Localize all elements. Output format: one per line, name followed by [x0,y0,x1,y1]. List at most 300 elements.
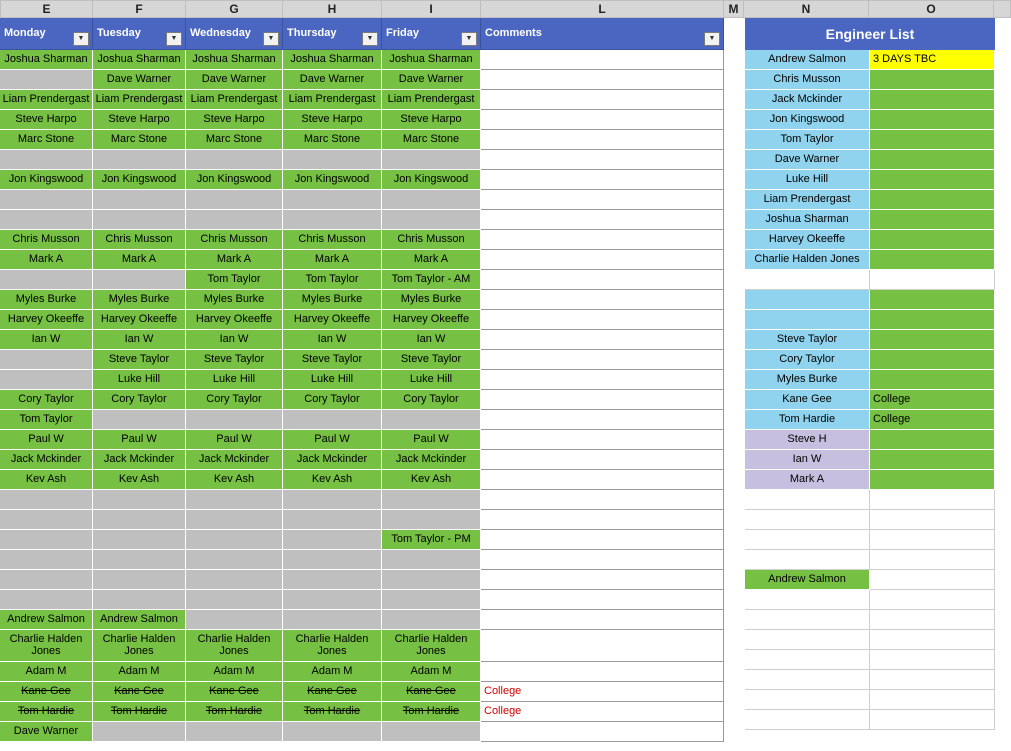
cell-r22-c1[interactable] [93,490,186,510]
cell-r12-c2[interactable]: Myles Burke [186,290,283,310]
engineer-name-19[interactable]: Steve H [745,430,870,450]
cell-r1-c4[interactable]: Dave Warner [382,70,481,90]
filter-dropdown-thursday-icon[interactable]: ▼ [362,32,378,46]
cell-r17-c0[interactable]: Cory Taylor [0,390,93,410]
cell-r2-c5[interactable] [481,90,724,110]
cell-r30-c5[interactable] [481,662,724,682]
cell-r25-c0[interactable] [0,550,93,570]
engineer-name-29[interactable] [745,630,870,650]
table-row[interactable] [0,530,724,550]
cell-r29-c1[interactable]: Charlie Halden Jones [93,630,186,662]
table-row[interactable] [0,350,724,370]
column-header-n[interactable]: N [744,0,869,18]
engineer-name-6[interactable]: Luke Hill [745,170,870,190]
engineer-row[interactable] [745,650,995,670]
table-row[interactable] [0,130,724,150]
cell-r24-c1[interactable] [93,530,186,550]
cell-r13-c3[interactable]: Harvey Okeeffe [283,310,382,330]
cell-r9-c1[interactable]: Chris Musson [93,230,186,250]
engineer-note-29[interactable] [870,630,995,650]
engineer-name-26[interactable]: Andrew Salmon [745,570,870,590]
engineer-note-24[interactable] [870,530,995,550]
cell-r22-c0[interactable] [0,490,93,510]
table-row[interactable] [0,450,724,470]
cell-r11-c0[interactable] [0,270,93,290]
cell-r21-c5[interactable] [481,470,724,490]
cell-r8-c3[interactable] [283,210,382,230]
column-header-m[interactable]: M [724,0,744,18]
cell-r29-c3[interactable]: Charlie Halden Jones [283,630,382,662]
cell-r20-c3[interactable]: Jack Mckinder [283,450,382,470]
cell-r13-c2[interactable]: Harvey Okeeffe [186,310,283,330]
cell-r28-c4[interactable] [382,610,481,630]
cell-r25-c1[interactable] [93,550,186,570]
cell-r6-c0[interactable]: Jon Kingswood [0,170,93,190]
cell-r33-c2[interactable] [186,722,283,742]
engineer-row[interactable] [745,210,995,230]
cell-r6-c2[interactable]: Jon Kingswood [186,170,283,190]
cell-r18-c3[interactable] [283,410,382,430]
cell-r33-c4[interactable] [382,722,481,742]
engineer-name-11[interactable] [745,270,870,290]
cell-r17-c1[interactable]: Cory Taylor [93,390,186,410]
cell-r16-c1[interactable]: Luke Hill [93,370,186,390]
cell-r19-c5[interactable] [481,430,724,450]
engineer-row[interactable] [745,470,995,490]
table-row[interactable] [0,310,724,330]
cell-r24-c3[interactable] [283,530,382,550]
engineer-row[interactable] [745,250,995,270]
table-row[interactable] [0,150,724,170]
cell-r27-c5[interactable] [481,590,724,610]
cell-r32-c4[interactable]: Tom Hardie [382,702,481,722]
engineer-row[interactable] [745,710,995,730]
table-row[interactable] [0,722,724,742]
cell-r6-c5[interactable] [481,170,724,190]
engineer-note-18[interactable]: College [870,410,995,430]
engineer-name-28[interactable] [745,610,870,630]
cell-r29-c4[interactable]: Charlie Halden Jones [382,630,481,662]
engineer-note-4[interactable] [870,130,995,150]
cell-r31-c5[interactable]: College [481,682,724,702]
table-row[interactable] [0,682,724,702]
cell-r28-c5[interactable] [481,610,724,630]
table-row[interactable] [0,702,724,722]
cell-r14-c5[interactable] [481,330,724,350]
cell-r6-c1[interactable]: Jon Kingswood [93,170,186,190]
cell-r31-c0[interactable]: Kane Gee [0,682,93,702]
cell-r20-c4[interactable]: Jack Mckinder [382,450,481,470]
engineer-row[interactable] [745,490,995,510]
engineer-note-30[interactable] [870,650,995,670]
cell-r19-c3[interactable]: Paul W [283,430,382,450]
engineer-name-17[interactable]: Kane Gee [745,390,870,410]
engineer-name-33[interactable] [745,710,870,730]
engineer-note-27[interactable] [870,590,995,610]
engineer-note-14[interactable] [870,330,995,350]
table-row[interactable] [0,110,724,130]
cell-r10-c1[interactable]: Mark A [93,250,186,270]
engineer-note-20[interactable] [870,450,995,470]
engineer-row[interactable] [745,350,995,370]
cell-r18-c2[interactable] [186,410,283,430]
column-header-i[interactable]: I [382,0,481,18]
cell-r15-c4[interactable]: Steve Taylor [382,350,481,370]
engineer-name-20[interactable]: Ian W [745,450,870,470]
cell-r13-c4[interactable]: Harvey Okeeffe [382,310,481,330]
cell-r25-c3[interactable] [283,550,382,570]
cell-r19-c2[interactable]: Paul W [186,430,283,450]
cell-r0-c5[interactable] [481,50,724,70]
engineer-note-23[interactable] [870,510,995,530]
cell-r25-c5[interactable] [481,550,724,570]
schedule-grid[interactable] [0,18,724,742]
cell-r11-c1[interactable] [93,270,186,290]
cell-r2-c2[interactable]: Liam Prendergast [186,90,283,110]
cell-r5-c3[interactable] [283,150,382,170]
table-row[interactable] [0,270,724,290]
engineer-row[interactable] [745,70,995,90]
table-row[interactable] [0,390,724,410]
cell-r0-c3[interactable]: Joshua Sharman [283,50,382,70]
cell-r1-c1[interactable]: Dave Warner [93,70,186,90]
cell-r29-c2[interactable]: Charlie Halden Jones [186,630,283,662]
cell-r22-c5[interactable] [481,490,724,510]
engineer-note-31[interactable] [870,670,995,690]
cell-r17-c5[interactable] [481,390,724,410]
engineer-note-28[interactable] [870,610,995,630]
cell-r4-c4[interactable]: Marc Stone [382,130,481,150]
cell-r7-c1[interactable] [93,190,186,210]
engineer-row[interactable] [745,230,995,250]
column-header-l[interactable]: L [481,0,724,18]
table-row[interactable] [0,210,724,230]
cell-r21-c1[interactable]: Kev Ash [93,470,186,490]
cell-r9-c0[interactable]: Chris Musson [0,230,93,250]
engineer-note-17[interactable]: College [870,390,995,410]
cell-r8-c0[interactable] [0,210,93,230]
cell-r23-c4[interactable] [382,510,481,530]
cell-r32-c0[interactable]: Tom Hardie [0,702,93,722]
engineer-name-18[interactable]: Tom Hardie [745,410,870,430]
engineer-row[interactable] [745,430,995,450]
cell-r18-c0[interactable]: Tom Taylor [0,410,93,430]
cell-r27-c1[interactable] [93,590,186,610]
cell-r21-c2[interactable]: Kev Ash [186,470,283,490]
table-row[interactable] [0,290,724,310]
engineer-note-13[interactable] [870,310,995,330]
engineer-note-22[interactable] [870,490,995,510]
cell-r13-c1[interactable]: Harvey Okeeffe [93,310,186,330]
engineer-row[interactable] [745,90,995,110]
cell-r0-c0[interactable]: Joshua Sharman [0,50,93,70]
engineer-row[interactable] [745,530,995,550]
cell-r26-c5[interactable] [481,570,724,590]
cell-r5-c4[interactable] [382,150,481,170]
cell-r1-c2[interactable]: Dave Warner [186,70,283,90]
cell-r30-c4[interactable]: Adam M [382,662,481,682]
column-header-o[interactable]: O [869,0,994,18]
cell-r17-c3[interactable]: Cory Taylor [283,390,382,410]
cell-r33-c1[interactable] [93,722,186,742]
cell-r3-c5[interactable] [481,110,724,130]
cell-r5-c0[interactable] [0,150,93,170]
engineer-list-panel[interactable] [745,18,995,730]
cell-r11-c2[interactable]: Tom Taylor [186,270,283,290]
cell-r17-c2[interactable]: Cory Taylor [186,390,283,410]
table-row[interactable] [0,570,724,590]
column-header-g[interactable]: G [186,0,283,18]
cell-r8-c2[interactable] [186,210,283,230]
column-header-f[interactable]: F [93,0,186,18]
cell-r13-c0[interactable]: Harvey Okeeffe [0,310,93,330]
cell-r30-c3[interactable]: Adam M [283,662,382,682]
engineer-name-27[interactable] [745,590,870,610]
engineer-name-23[interactable] [745,510,870,530]
cell-r24-c2[interactable] [186,530,283,550]
cell-r27-c0[interactable] [0,590,93,610]
engineer-name-14[interactable]: Steve Taylor [745,330,870,350]
cell-r14-c1[interactable]: Ian W [93,330,186,350]
cell-r2-c1[interactable]: Liam Prendergast [93,90,186,110]
cell-r14-c2[interactable]: Ian W [186,330,283,350]
cell-r8-c4[interactable] [382,210,481,230]
engineer-row[interactable] [745,550,995,570]
cell-r10-c4[interactable]: Mark A [382,250,481,270]
cell-r16-c3[interactable]: Luke Hill [283,370,382,390]
cell-r13-c5[interactable] [481,310,724,330]
cell-r9-c5[interactable] [481,230,724,250]
filter-dropdown-friday-icon[interactable]: ▼ [461,32,477,46]
engineer-note-8[interactable] [870,210,995,230]
engineer-name-12[interactable] [745,290,870,310]
cell-r1-c0[interactable] [0,70,93,90]
cell-r15-c3[interactable]: Steve Taylor [283,350,382,370]
table-row[interactable] [0,90,724,110]
cell-r10-c0[interactable]: Mark A [0,250,93,270]
engineer-name-21[interactable]: Mark A [745,470,870,490]
cell-r7-c0[interactable] [0,190,93,210]
engineer-row[interactable] [745,50,995,70]
cell-r32-c2[interactable]: Tom Hardie [186,702,283,722]
cell-r18-c5[interactable] [481,410,724,430]
cell-r32-c3[interactable]: Tom Hardie [283,702,382,722]
cell-r23-c1[interactable] [93,510,186,530]
engineer-note-15[interactable] [870,350,995,370]
engineer-note-19[interactable] [870,430,995,450]
cell-r20-c2[interactable]: Jack Mckinder [186,450,283,470]
cell-r28-c3[interactable] [283,610,382,630]
cell-r18-c4[interactable] [382,410,481,430]
cell-r15-c1[interactable]: Steve Taylor [93,350,186,370]
cell-r2-c4[interactable]: Liam Prendergast [382,90,481,110]
cell-r31-c1[interactable]: Kane Gee [93,682,186,702]
column-header-h[interactable]: H [283,0,382,18]
engineer-note-10[interactable] [870,250,995,270]
table-row[interactable] [0,610,724,630]
cell-r11-c3[interactable]: Tom Taylor [283,270,382,290]
cell-r16-c5[interactable] [481,370,724,390]
table-row[interactable] [0,430,724,450]
cell-r23-c3[interactable] [283,510,382,530]
cell-r7-c4[interactable] [382,190,481,210]
cell-r19-c0[interactable]: Paul W [0,430,93,450]
cell-r21-c0[interactable]: Kev Ash [0,470,93,490]
table-row[interactable] [0,630,724,662]
cell-r11-c5[interactable] [481,270,724,290]
cell-r33-c0[interactable]: Dave Warner [0,722,93,742]
engineer-note-7[interactable] [870,190,995,210]
cell-r32-c5[interactable]: College [481,702,724,722]
engineer-name-10[interactable]: Charlie Halden Jones [745,250,870,270]
engineer-name-9[interactable]: Harvey Okeeffe [745,230,870,250]
engineer-row[interactable] [745,370,995,390]
cell-r15-c0[interactable] [0,350,93,370]
cell-r24-c4[interactable]: Tom Taylor - PM [382,530,481,550]
cell-r12-c5[interactable] [481,290,724,310]
cell-r25-c4[interactable] [382,550,481,570]
cell-r20-c0[interactable]: Jack Mckinder [0,450,93,470]
engineer-name-4[interactable]: Tom Taylor [745,130,870,150]
cell-r4-c3[interactable]: Marc Stone [283,130,382,150]
cell-r4-c5[interactable] [481,130,724,150]
cell-r23-c0[interactable] [0,510,93,530]
engineer-row[interactable] [745,270,995,290]
column-header-e[interactable]: E [0,0,93,18]
table-row[interactable] [0,230,724,250]
engineer-row[interactable] [745,290,995,310]
engineer-name-7[interactable]: Liam Prendergast [745,190,870,210]
cell-r20-c5[interactable] [481,450,724,470]
cell-r4-c2[interactable]: Marc Stone [186,130,283,150]
engineer-name-3[interactable]: Jon Kingswood [745,110,870,130]
table-row[interactable] [0,490,724,510]
engineer-name-16[interactable]: Myles Burke [745,370,870,390]
cell-r29-c0[interactable]: Charlie Halden Jones [0,630,93,662]
engineer-note-21[interactable] [870,470,995,490]
cell-r3-c0[interactable]: Steve Harpo [0,110,93,130]
cell-r1-c3[interactable]: Dave Warner [283,70,382,90]
cell-r12-c4[interactable]: Myles Burke [382,290,481,310]
engineer-row[interactable] [745,590,995,610]
engineer-row[interactable] [745,570,995,590]
cell-r16-c4[interactable]: Luke Hill [382,370,481,390]
engineer-name-8[interactable]: Joshua Sharman [745,210,870,230]
table-row[interactable] [0,70,724,90]
cell-r12-c1[interactable]: Myles Burke [93,290,186,310]
engineer-row[interactable] [745,670,995,690]
cell-r14-c4[interactable]: Ian W [382,330,481,350]
cell-r21-c3[interactable]: Kev Ash [283,470,382,490]
cell-r7-c3[interactable] [283,190,382,210]
engineer-note-3[interactable] [870,110,995,130]
engineer-row[interactable] [745,610,995,630]
engineer-name-15[interactable]: Cory Taylor [745,350,870,370]
table-row[interactable] [0,510,724,530]
cell-r4-c0[interactable]: Marc Stone [0,130,93,150]
cell-r22-c4[interactable] [382,490,481,510]
engineer-row[interactable] [745,150,995,170]
engineer-row[interactable] [745,330,995,350]
cell-r8-c1[interactable] [93,210,186,230]
cell-r31-c4[interactable]: Kane Gee [382,682,481,702]
cell-r2-c0[interactable]: Liam Prendergast [0,90,93,110]
engineer-note-33[interactable] [870,710,995,730]
cell-r20-c1[interactable]: Jack Mckinder [93,450,186,470]
table-row[interactable] [0,410,724,430]
engineer-row[interactable] [745,690,995,710]
engineer-row[interactable] [745,510,995,530]
engineer-row[interactable] [745,110,995,130]
engineer-note-25[interactable] [870,550,995,570]
cell-r19-c4[interactable]: Paul W [382,430,481,450]
cell-r26-c1[interactable] [93,570,186,590]
cell-r6-c4[interactable]: Jon Kingswood [382,170,481,190]
cell-r9-c2[interactable]: Chris Musson [186,230,283,250]
cell-r30-c0[interactable]: Adam M [0,662,93,682]
cell-r28-c2[interactable] [186,610,283,630]
engineer-note-26[interactable] [870,570,995,590]
engineer-name-1[interactable]: Chris Musson [745,70,870,90]
cell-r17-c4[interactable]: Cory Taylor [382,390,481,410]
cell-r24-c5[interactable] [481,530,724,550]
table-row[interactable] [0,590,724,610]
engineer-row[interactable] [745,450,995,470]
engineer-note-11[interactable] [870,270,995,290]
cell-r16-c2[interactable]: Luke Hill [186,370,283,390]
engineer-name-2[interactable]: Jack Mckinder [745,90,870,110]
cell-r0-c1[interactable]: Joshua Sharman [93,50,186,70]
cell-r2-c3[interactable]: Liam Prendergast [283,90,382,110]
cell-r23-c5[interactable] [481,510,724,530]
engineer-note-12[interactable] [870,290,995,310]
table-row[interactable] [0,50,724,70]
engineer-name-13[interactable] [745,310,870,330]
cell-r5-c2[interactable] [186,150,283,170]
cell-r33-c5[interactable] [481,722,724,742]
cell-r11-c4[interactable]: Tom Taylor - AM [382,270,481,290]
engineer-note-5[interactable] [870,150,995,170]
filter-dropdown-comments-icon[interactable]: ▼ [704,32,720,46]
cell-r3-c3[interactable]: Steve Harpo [283,110,382,130]
filter-dropdown-monday-icon[interactable]: ▼ [73,32,89,46]
cell-r25-c2[interactable] [186,550,283,570]
engineer-row[interactable] [745,630,995,650]
cell-r8-c5[interactable] [481,210,724,230]
cell-r27-c4[interactable] [382,590,481,610]
cell-r10-c3[interactable]: Mark A [283,250,382,270]
engineer-name-32[interactable] [745,690,870,710]
cell-r32-c1[interactable]: Tom Hardie [93,702,186,722]
engineer-name-30[interactable] [745,650,870,670]
cell-r26-c0[interactable] [0,570,93,590]
cell-r10-c2[interactable]: Mark A [186,250,283,270]
cell-r18-c1[interactable] [93,410,186,430]
table-row[interactable] [0,250,724,270]
cell-r26-c3[interactable] [283,570,382,590]
table-row[interactable] [0,190,724,210]
engineer-note-32[interactable] [870,690,995,710]
cell-r3-c1[interactable]: Steve Harpo [93,110,186,130]
engineer-name-31[interactable] [745,670,870,690]
cell-r22-c2[interactable] [186,490,283,510]
cell-r23-c2[interactable] [186,510,283,530]
engineer-row[interactable] [745,390,995,410]
cell-r31-c3[interactable]: Kane Gee [283,682,382,702]
cell-r28-c1[interactable]: Andrew Salmon [93,610,186,630]
cell-r14-c0[interactable]: Ian W [0,330,93,350]
cell-r26-c4[interactable] [382,570,481,590]
